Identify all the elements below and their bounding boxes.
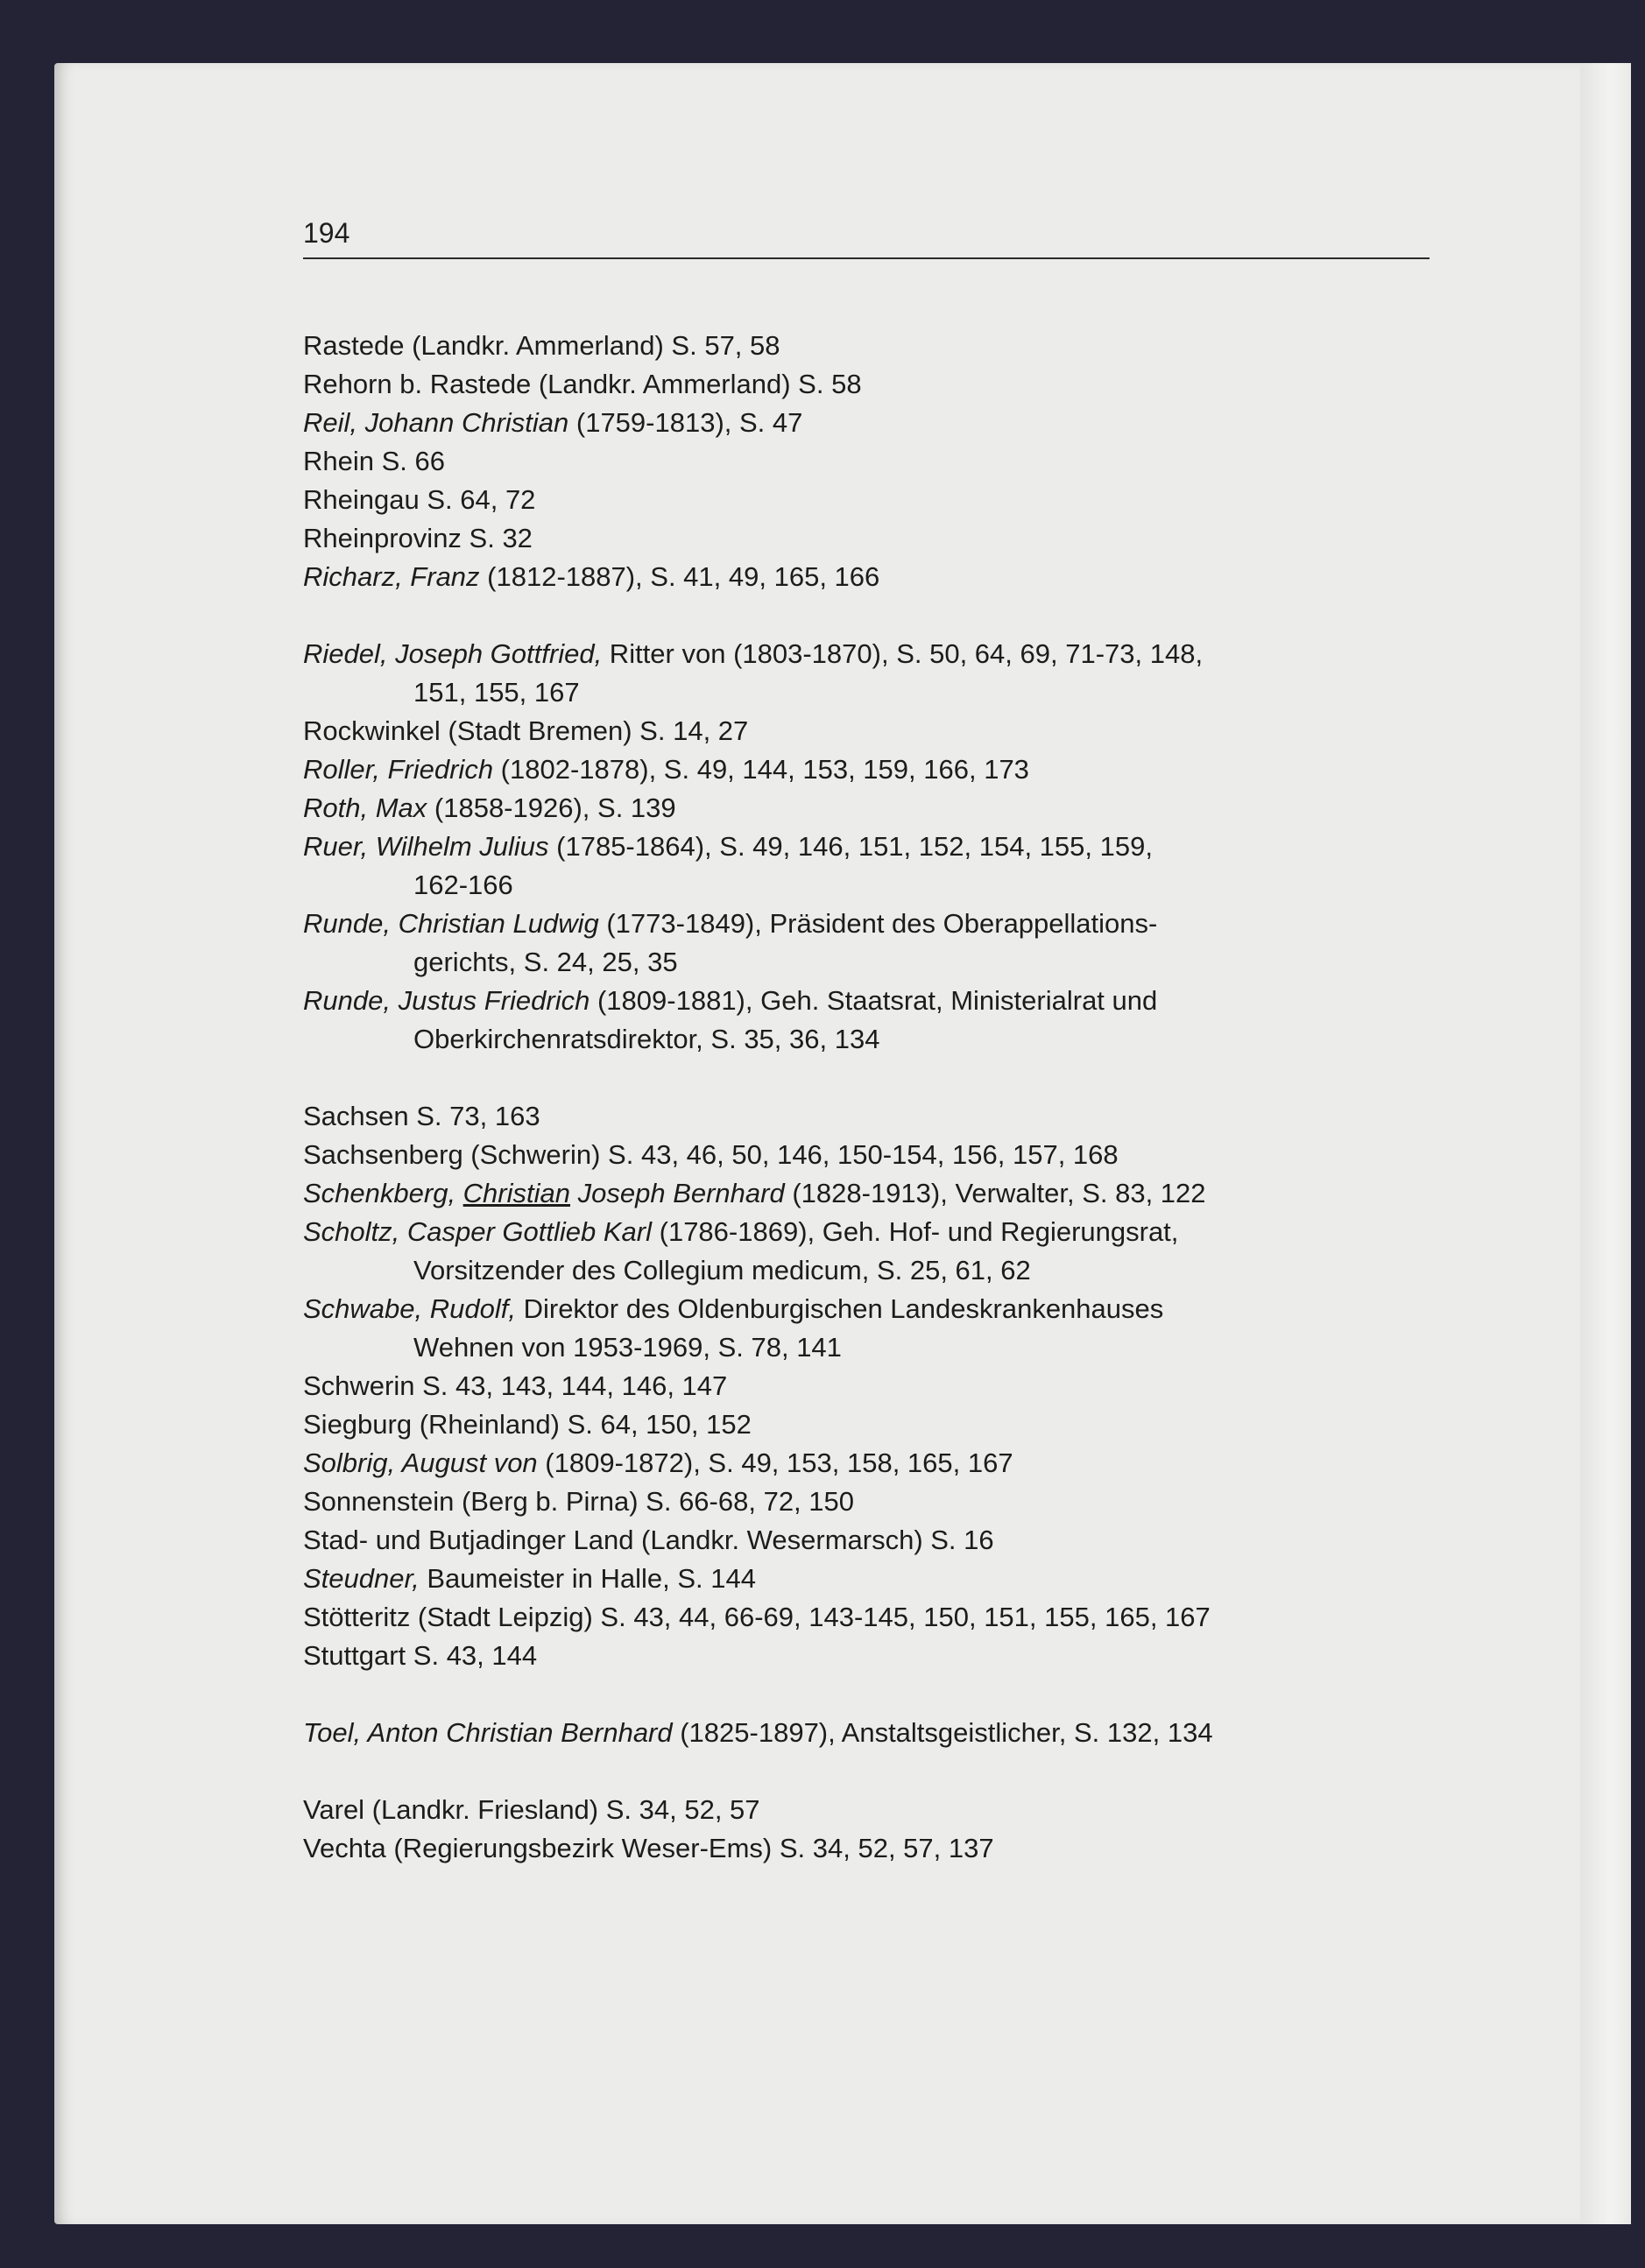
header-rule	[303, 257, 1430, 259]
index-entry: Rheinprovinz S. 32	[303, 523, 533, 553]
book-page	[54, 63, 1631, 2224]
index-entry: Rehorn b. Rastede (Landkr. Ammerland) S. 58	[303, 369, 862, 399]
underlined-given-name: Christian	[462, 1178, 570, 1208]
person-name: Scholtz, Casper Gottlieb Karl	[303, 1216, 653, 1247]
index-entry: Rheingau S. 64, 72	[303, 484, 536, 515]
person-name: Steudner,	[303, 1563, 420, 1594]
index-entry: Varel (Landkr. Friesland) S. 34, 52, 57	[303, 1794, 760, 1825]
index-entry: Runde, Christian Ludwig (1773-1849), Präsident des Oberappellations- gerichts, S. 24, 25, 35	[303, 905, 1459, 982]
index-entry: Stuttgart S. 43, 144	[303, 1640, 538, 1671]
index-entry: Ruer, Wilhelm Julius (1785-1864), S. 49, 146, 151, 152, 154, 155, 159, 162-166	[303, 828, 1459, 905]
person-name: Toel, Anton Christian Bernhard	[303, 1717, 673, 1748]
person-name: Roth, Max	[303, 792, 427, 823]
person-name: Schenkberg,	[303, 1178, 463, 1208]
person-name: Solbrig, August von	[303, 1447, 538, 1478]
section-gap	[303, 596, 1459, 635]
person-name: Ruer, Wilhelm Julius	[303, 831, 549, 862]
entry-continuation: Vorsitzender des Collegium medicum, S. 25, 61, 62	[413, 1255, 1031, 1285]
index-list	[303, 327, 1459, 1868]
index-entry: Sonnenstein (Berg b. Pirna) S. 66-68, 72, 150	[303, 1486, 855, 1517]
entry-continuation: 151, 155, 167	[413, 677, 580, 708]
page-number: 194	[303, 217, 350, 249]
index-entry: Scholtz, Casper Gottlieb Karl (1786-1869), Geh. Hof- und Regierungsrat, Vorsitzender des Collegium medicum, S. 25, 61, 62	[303, 1213, 1459, 1290]
person-name: Roller, Friedrich	[303, 754, 494, 785]
index-entry: Vechta (Regierungsbezirk Weser-Ems) S. 34, 52, 57, 137	[303, 1833, 994, 1863]
index-entry: Steudner, Baumeister in Halle, S. 144	[303, 1563, 756, 1594]
entry-continuation: gerichts, S. 24, 25, 35	[413, 947, 678, 977]
index-entry: Rhein S. 66	[303, 446, 445, 476]
entry-continuation: 162-166	[413, 870, 513, 900]
index-entry: Roth, Max (1858-1926), S. 139	[303, 792, 676, 823]
person-name: Schwabe, Rudolf,	[303, 1293, 516, 1324]
person-name-rest: Joseph Bernhard	[570, 1178, 785, 1208]
index-entry: Rockwinkel (Stadt Bremen) S. 14, 27	[303, 715, 749, 746]
index-entry: Siegburg (Rheinland) S. 64, 150, 152	[303, 1409, 752, 1440]
index-entry: Riedel, Joseph Gottfried, Ritter von (1803-1870), S. 50, 64, 69, 71-73, 148, 151, 155, 167	[303, 635, 1459, 712]
person-name: Richarz, Franz	[303, 561, 480, 592]
section-gap	[303, 1675, 1459, 1714]
entry-continuation: Wehnen von 1953-1969, S. 78, 141	[413, 1332, 842, 1363]
index-entry: Stötteritz (Stadt Leipzig) S. 43, 44, 66-69, 143-145, 150, 151, 155, 165, 167	[303, 1602, 1211, 1632]
index-entry: Runde, Justus Friedrich (1809-1881), Geh. Staatsrat, Ministerialrat und Oberkirchenratsdirektor, S. 35, 36, 134	[303, 982, 1459, 1059]
entry-continuation: Oberkirchenratsdirektor, S. 35, 36, 134	[413, 1024, 880, 1054]
person-name: Runde, Justus Friedrich	[303, 985, 590, 1016]
section-gap	[303, 1059, 1459, 1097]
index-entry: Schenkberg, Christian Joseph Bernhard (1828-1913), Verwalter, S. 83, 122	[303, 1178, 1206, 1208]
index-entry: Sachsen S. 73, 163	[303, 1101, 540, 1131]
person-name: Riedel, Joseph Gottfried,	[303, 638, 603, 669]
index-entry: Reil, Johann Christian (1759-1813), S. 47	[303, 407, 803, 438]
index-entry: Toel, Anton Christian Bernhard (1825-1897), Anstaltsgeistlicher, S. 132, 134	[303, 1717, 1213, 1748]
index-entry: Solbrig, August von (1809-1872), S. 49, 153, 158, 165, 167	[303, 1447, 1013, 1478]
page-edge	[1580, 63, 1631, 2224]
index-entry: Schwabe, Rudolf, Direktor des Oldenburgischen Landeskrankenhauses Wehnen von 1953-1969, S. 78, 141	[303, 1290, 1459, 1367]
index-entry: Schwerin S. 43, 143, 144, 146, 147	[303, 1370, 728, 1401]
index-entry: Stad- und Butjadinger Land (Landkr. Wesermarsch) S. 16	[303, 1525, 994, 1555]
person-name: Runde, Christian Ludwig	[303, 908, 599, 939]
index-entry: Richarz, Franz (1812-1887), S. 41, 49, 165, 166	[303, 561, 880, 592]
index-entry: Roller, Friedrich (1802-1878), S. 49, 144, 153, 159, 166, 173	[303, 754, 1029, 785]
index-entry: Rastede (Landkr. Ammerland) S. 57, 58	[303, 330, 780, 361]
section-gap	[303, 1752, 1459, 1791]
index-entry: Sachsenberg (Schwerin) S. 43, 46, 50, 146, 150-154, 156, 157, 168	[303, 1139, 1119, 1170]
person-name: Reil, Johann Christian	[303, 407, 569, 438]
